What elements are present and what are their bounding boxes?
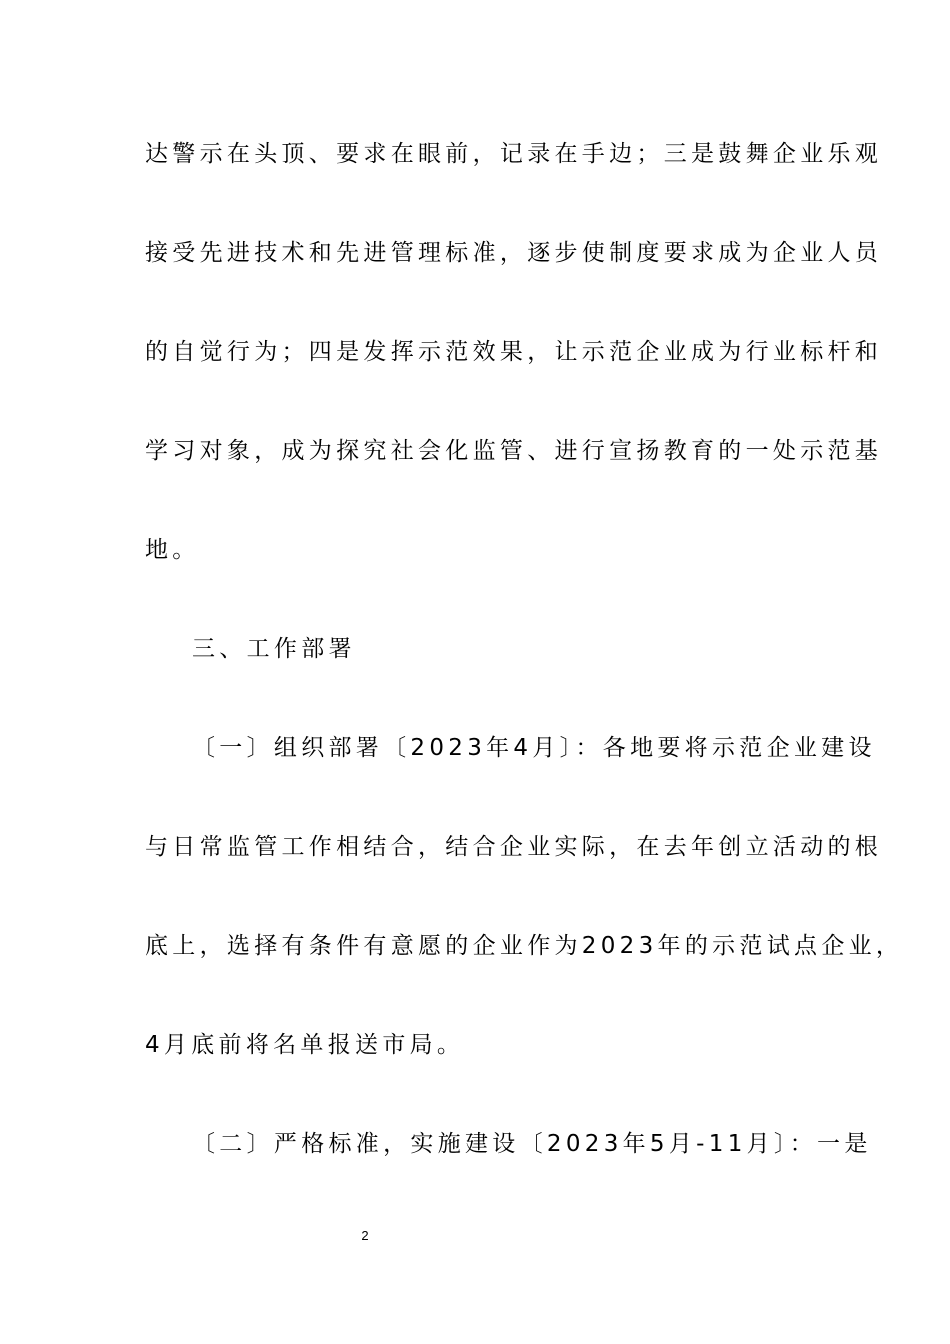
body-text-line: 的自觉行为；四是发挥示范效果，让示范企业成为行业标杆和 bbox=[145, 339, 883, 365]
body-text-line: 地。 bbox=[145, 537, 200, 563]
paragraph-line: 4月底前将名单报送市局。 bbox=[145, 1032, 465, 1058]
paragraph-line: 与日常监管工作相结合，结合企业实际，在去年创立活动的根 bbox=[145, 834, 883, 860]
page-number: 2 bbox=[361, 1228, 369, 1243]
body-text-line: 学习对象，成为探究社会化监管、进行宣扬教育的一处示范基 bbox=[145, 438, 883, 464]
paragraph-line: 底上，选择有条件有意愿的企业作为2023年的示范试点企业， bbox=[145, 933, 904, 959]
body-text-line: 接受先进技术和先进管理标准，逐步使制度要求成为企业人员 bbox=[145, 240, 883, 266]
body-text-line: 达警示在头顶、要求在眼前，记录在手边；三是鼓舞企业乐观 bbox=[145, 141, 883, 167]
paragraph-line: 〔一〕组织部署〔2023年4月〕：各地要将示范企业建设 bbox=[192, 735, 876, 761]
section-heading: 三、工作部署 bbox=[192, 636, 356, 662]
paragraph-line: 〔二〕严格标准，实施建设〔2023年5月-11月〕：一是 bbox=[192, 1131, 872, 1157]
